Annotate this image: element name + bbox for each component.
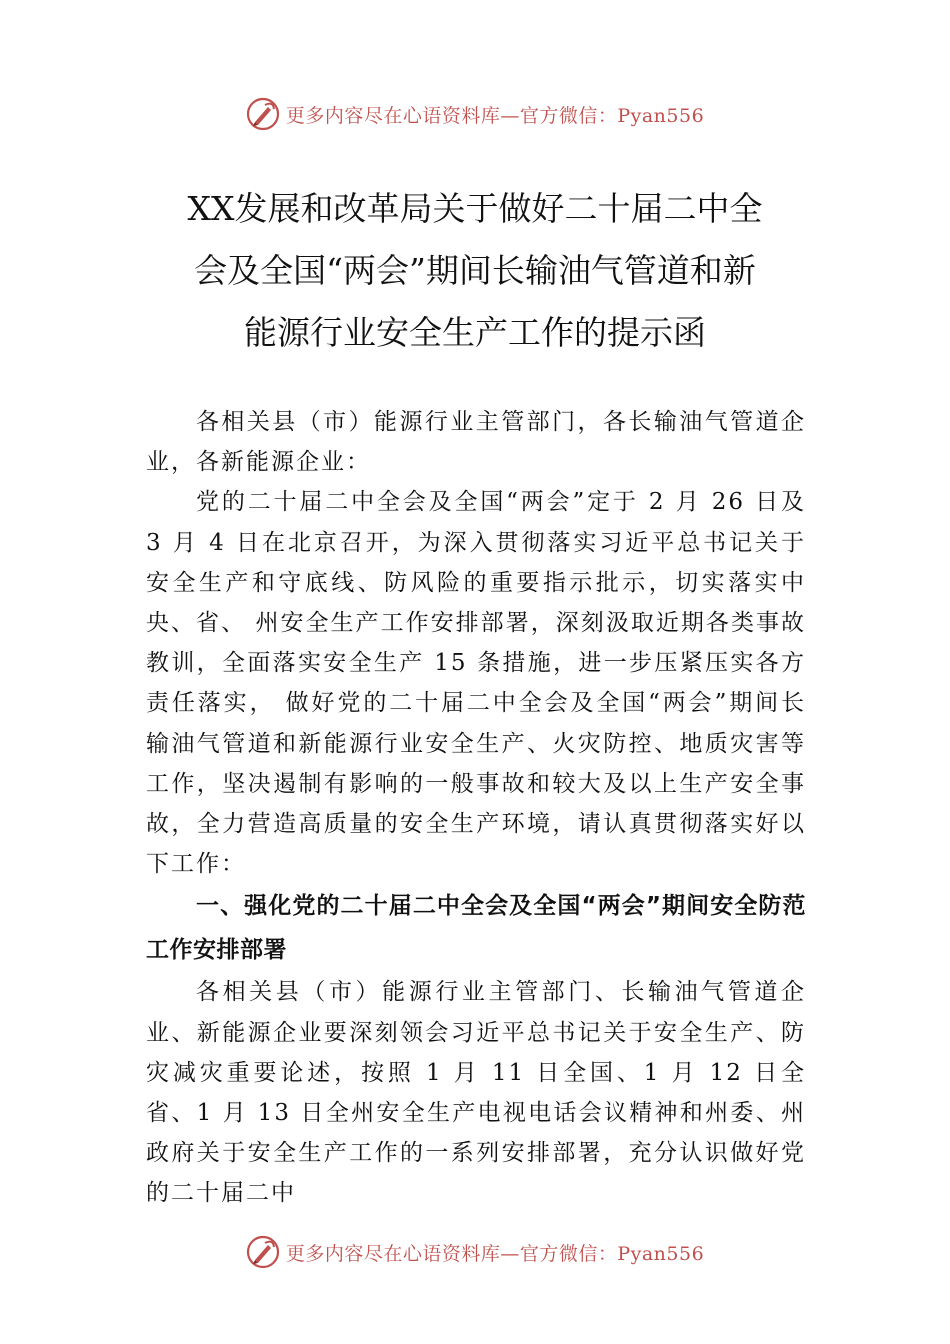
banner-text — [286, 1239, 704, 1266]
title-line-1: XX发展和改革局关于做好二十届二中全 — [187, 189, 763, 228]
banner-main-text: 更多内容尽在心语资料库 — [285, 104, 501, 127]
banner-main-text: 更多内容尽在心语资料库 — [285, 1242, 501, 1265]
banner-dash: — — [500, 104, 520, 127]
pen-logo-icon — [246, 1235, 280, 1269]
banner-wechat-text: 官方微信：Pyan556 — [519, 104, 705, 127]
paragraph-intro: 党的二十届二中全会及全国“两会”定于 2 月 26 日及 3 月 4 日在北京召开，为深入贯彻落实习近平总书记关于安全生产和守底线、防风险的重要指示批示，切实落实中央、省、 州安全生产工作安排部署，深刻汲取近期各类事故教训，全面落实安全生产 15 条措施，进一步压紧压实各方责任落实， 做好党的二十届二中全会及全国“两会”期间长输油气管道和新能源行业安全生产、火灾防控、地质灾害等工作，坚决遏制有影响的一般事故和较大及以上生产安全事故，全力营造高质量的安全生产环境，请认真贯彻落实好以下工作： — [146, 489, 806, 878]
banner-text — [286, 101, 704, 128]
document-body — [146, 402, 806, 1214]
header-banner — [0, 94, 950, 134]
title-line-2: 会及全国“两会”期间长输油气管道和新 — [194, 251, 756, 290]
salutation: 各相关县（市）能源行业主管部门，各长输油气管道企业，各新能源企业： — [146, 409, 806, 476]
document-title — [110, 178, 840, 364]
banner-wechat-text: 官方微信：Pyan556 — [519, 1242, 705, 1265]
pen-logo-icon — [246, 97, 280, 131]
footer-banner — [0, 1232, 950, 1272]
banner-dash: — — [500, 1242, 520, 1265]
paragraph-section-1: 各相关县（市）能源行业主管部门、长输油气管道企业、新能源企业要深刻领会习近平总书记关于安全生产、防灾减灾重要论述，按照 1 月 11 日全国、1 月 12 日全省、1 月 13 日全州安全生产电视电话会议精神和州委、州政府关于安全生产工作的一系列安排部署，充分认识做好党的二十届二中 — [146, 979, 806, 1207]
section-heading-1: 一、强化党的二十届二中全会及全国“两会”期间安全防范工作安排部署 — [146, 893, 806, 964]
title-line-3: 能源行业安全生产工作的提示函 — [244, 313, 706, 352]
